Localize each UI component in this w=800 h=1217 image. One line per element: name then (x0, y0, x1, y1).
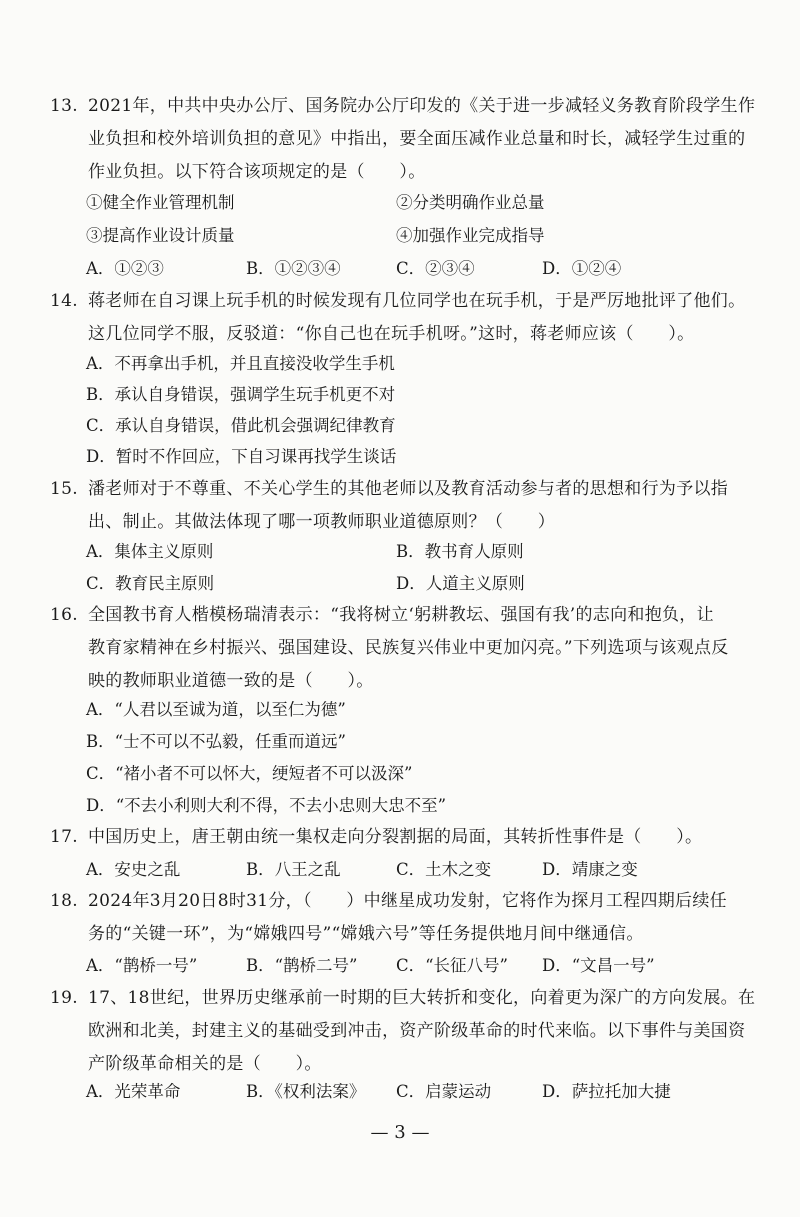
question-stem-line: 映的教师职业道德一致的是（ ）。 (88, 671, 374, 691)
question-number: 14. (50, 291, 78, 311)
question-number: 16. (50, 605, 78, 625)
statement-item: ②分类明确作业总量 (396, 193, 545, 212)
question-number: 15. (50, 479, 78, 499)
question-stem-line: 全国教书育人楷模杨瑞清表示：“我将树立‘躬耕教坛、强国有我’的志向和抱负，让 (88, 605, 714, 625)
statement-item: ④加强作业完成指导 (396, 226, 545, 245)
question-stem-line: 中国历史上，唐王朝由统一集权走向分裂割据的局面，其转折性事件是（ ）。 (88, 827, 703, 847)
option-d[interactable]: D．“不去小利则大利不得，不去小忠则大忠不至” (86, 796, 447, 815)
question-stem-line: 产阶级革命相关的是（ ）。 (88, 1054, 322, 1074)
option-b[interactable]: B．八王之乱 (246, 860, 341, 879)
question-stem-line: 潘老师对于不尊重、不关心学生的其他老师以及教育活动参与者的思想和行为予以指 (88, 479, 729, 499)
option-a[interactable]: A．安史之乱 (86, 860, 181, 879)
option-c[interactable]: C．“褚小者不可以怀大，绠短者不可以汲深” (86, 764, 413, 783)
question-number: 13. (50, 96, 78, 116)
option-b[interactable]: B．①②③④ (246, 259, 341, 278)
option-b[interactable]: B．教书育人原则 (396, 542, 524, 561)
question-16 (50, 599, 770, 698)
option-c[interactable]: C．教育民主原则 (86, 574, 215, 593)
option-d[interactable]: D．萨拉托加大捷 (542, 1082, 671, 1101)
option-c[interactable]: C．土木之变 (396, 860, 492, 879)
question-stem-line: 业负担和校外培训负担的意见》中指出，要全面压减作业总量和时长，减轻学生过重的 (88, 129, 746, 149)
question-17 (50, 821, 770, 854)
question-stem-line: 17、18世纪，世界历史继承前一时期的巨大转折和变化，向着更为深广的方向发展。在 (88, 988, 756, 1008)
statement-item: ③提高作业设计质量 (86, 226, 235, 245)
question-stem-line: 这几位同学不服，反驳道：“你自己也在玩手机呀。”这时，蒋老师应该（ ）。 (88, 324, 695, 344)
question-number: 19. (50, 988, 78, 1008)
option-d[interactable]: D．“文昌一号” (542, 956, 655, 975)
question-number: 18. (50, 891, 78, 911)
question-stem-line: 教育家精神在乡村振兴、强国建设、民族复兴伟业中更加闪亮。”下列选项与该观点反 (88, 638, 729, 658)
question-stem-line: 出、制止。其做法体现了哪一项教师职业道德原则？（ ） (88, 512, 556, 532)
option-c[interactable]: C．承认自身错误，借此机会强调纪律教育 (86, 416, 396, 435)
question-number: 17. (50, 827, 78, 847)
question-18 (50, 885, 770, 951)
option-b[interactable]: B．“鹊桥二号” (246, 956, 358, 975)
option-a[interactable]: A．光荣革命 (86, 1082, 181, 1101)
option-a[interactable]: A．不再拿出手机，并且直接没收学生手机 (86, 354, 395, 373)
question-15 (50, 473, 770, 539)
option-c[interactable]: C．“长征八号” (396, 956, 508, 975)
option-a[interactable]: A．“鹊桥一号” (86, 956, 198, 975)
option-d[interactable]: D．暂时不作回应，下自习课再找学生谈话 (86, 447, 397, 466)
option-c[interactable]: C．②③④ (396, 259, 475, 278)
question-stem-line: 2021年，中共中央办公厅、国务院办公厅印发的《关于进一步减轻义务教育阶段学生作 (88, 96, 756, 116)
option-d[interactable]: D．人道主义原则 (396, 574, 525, 593)
option-b[interactable]: B．《权利法案》 (246, 1082, 366, 1101)
option-c[interactable]: C．启蒙运动 (396, 1082, 492, 1101)
option-b[interactable]: B．“士不可以不弘毅，任重而道远” (86, 732, 346, 751)
option-d[interactable]: D．靖康之变 (542, 860, 638, 879)
page-number: — 3 — (370, 1122, 430, 1143)
question-stem-line: 作业负担。以下符合该项规定的是（ ）。 (88, 162, 426, 182)
question-14 (50, 285, 770, 351)
option-a[interactable]: A．集体主义原则 (86, 542, 214, 561)
option-a[interactable]: A．①②③ (86, 259, 164, 278)
option-a[interactable]: A．“人君以至诚为道，以至仁为德” (86, 700, 346, 719)
question-stem-line: 欧洲和北美，封建主义的基础受到冲击，资产阶级革命的时代来临。以下事件与美国资 (88, 1021, 746, 1041)
option-d[interactable]: D．①②④ (542, 259, 622, 278)
option-b[interactable]: B．承认自身错误，强调学生玩手机更不对 (86, 385, 396, 404)
question-stem-line: 务的“关键一环”，为“嫦娥四号”“嫦娥六号”等任务提供地月间中继通信。 (88, 924, 644, 944)
question-stem-line: 蒋老师在自习课上玩手机的时候发现有几位同学也在玩手机，于是严厉地批评了他们。 (88, 291, 746, 311)
question-stem-line: 2024年3月20日8时31分，（ ）中继星成功发射，它将作为探月工程四期后续任 (88, 891, 727, 911)
question-13 (50, 90, 770, 189)
statement-item: ①健全作业管理机制 (86, 193, 235, 212)
question-19 (50, 982, 770, 1081)
